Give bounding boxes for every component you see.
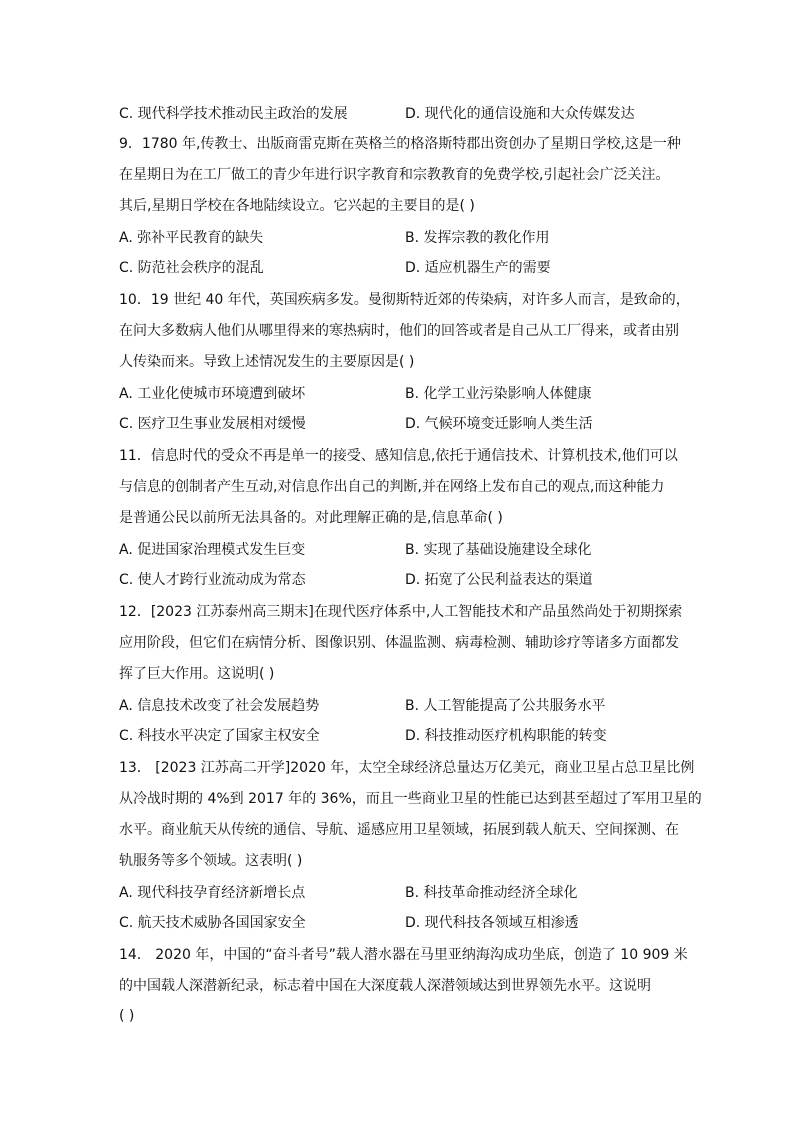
q10-stem-line-1: 10．19 世纪 40 年代，英国疾病多发。曼彻斯特近郊的传染病，对许多人而言，是致命的， (119, 292, 690, 308)
q11-option-d[interactable]: D. 拓宽了公民利益表达的渠道 (405, 572, 593, 588)
q10-stem-line-2: 在问大多数病人他们从哪里得来的寒热病时，他们的回答或者是自己从工厂得来，或者由别 (119, 323, 679, 339)
q11-stem-line-3: 是普通公民以前所无法具备的。对此理解正确的是,信息革命( ) (119, 510, 503, 526)
q13-stem-line-1: 13． [2023 江苏高二开学]2020 年，太空全球经济总量达万亿美元，商业卫星占总卫星比例 (119, 760, 695, 776)
q12-option-b[interactable]: B. 人工智能提高了公共服务水平 (405, 698, 606, 714)
q9-option-a[interactable]: A. 弥补平民教育的缺失 (119, 230, 264, 246)
q12-option-d[interactable]: D. 科技推动医疗机构职能的转变 (405, 728, 607, 744)
q9-option-b[interactable]: B. 发挥宗教的教化作用 (405, 230, 550, 246)
q14-stem-line-1: 14． 2020 年，中国的“奋斗者号”载人潜水器在马里亚纳海沟成功坐底，创造了 10 909 米 (119, 947, 688, 963)
q8-option-c[interactable]: C. 现代科学技术推动民主政治的发展 (119, 106, 348, 122)
q12-option-c[interactable]: C. 科技水平决定了国家主权安全 (119, 728, 320, 744)
q9-option-d[interactable]: D. 适应机器生产的需要 (405, 260, 551, 276)
q8-option-d[interactable]: D. 现代化的通信设施和大众传媒发达 (405, 106, 635, 122)
q10-stem-line-3: 人传染而来。导致上述情况发生的主要原因是( ) (119, 354, 415, 370)
q12-option-a[interactable]: A. 信息技术改变了社会发展趋势 (119, 698, 320, 714)
q13-stem-line-3: 水平。商业航天从传统的通信、导航、遥感应用卫星领域，拓展到载人航天、空间探测、在 (119, 822, 679, 838)
q11-option-c[interactable]: C. 使人才跨行业流动成为常态 (119, 572, 306, 588)
q13-option-d[interactable]: D. 现代科技各领域互相渗透 (405, 915, 579, 931)
q13-option-a[interactable]: A. 现代科技孕育经济新增长点 (119, 885, 306, 901)
q10-option-c[interactable]: C. 医疗卫生事业发展相对缓慢 (119, 416, 306, 432)
q12-stem-line-1: 12．[2023 江苏泰州高三期末]在现代医疗体系中,人工智能技术和产品虽然尚处于初期探索 (119, 604, 683, 620)
q11-stem-line-2: 与信息的创制者产生互动,对信息作出自己的判断,并在网络上发布自己的观点,而这种能力 (119, 479, 665, 495)
q13-option-b[interactable]: B. 科技革命推动经济全球化 (405, 885, 578, 901)
q13-option-c[interactable]: C. 航天技术威胁各国国家安全 (119, 915, 306, 931)
q14-stem-line-2: 的中国载人深潜新纪录，标志着中国在大深度载人深潜领域达到世界领先水平。这说明 (119, 978, 651, 994)
q12-stem-line-3: 挥了巨大作用。这说明( ) (119, 666, 275, 682)
q13-stem-line-4: 轨服务等多个领域。这表明( ) (119, 853, 303, 869)
q10-option-b[interactable]: B. 化学工业污染影响人体健康 (405, 386, 592, 402)
q13-stem-line-2: 从冷战时期的 4%到 2017 年的 36%，而且一些商业卫星的性能已达到甚至超过了军用卫星的 (119, 791, 702, 807)
q9-stem-line-2: 在星期日为在工厂做工的青少年进行识字教育和宗教教育的免费学校,引起社会广泛关注。 (119, 167, 670, 183)
q11-stem-line-1: 11．信息时代的受众不再是单一的接受、感知信息,依托于通信技术、计算机技术,他们可以 (119, 448, 678, 464)
q11-option-a[interactable]: A. 促进国家治理模式发生巨变 (119, 542, 306, 558)
q14-stem-line-3: ( ) (119, 1008, 135, 1024)
q11-option-b[interactable]: B. 实现了基础设施建设全球化 (405, 542, 592, 558)
q12-stem-line-2: 应用阶段，但它们在病情分析、图像识别、体温监测、病毒检测、辅助诊疗等诸多方面都发 (119, 635, 679, 651)
q9-stem-line-1: 9．1780 年,传教士、出版商雷克斯在英格兰的格洛斯特郡出资创办了星期日学校,这是一种 (119, 136, 681, 152)
q10-option-d[interactable]: D. 气候环境变迁影响人类生活 (405, 416, 593, 432)
q9-stem-line-3: 其后,星期日学校在各地陆续设立。它兴起的主要目的是( ) (119, 198, 475, 214)
q9-option-c[interactable]: C. 防范社会秩序的混乱 (119, 260, 264, 276)
q10-option-a[interactable]: A. 工业化使城市环境遭到破坏 (119, 386, 306, 402)
